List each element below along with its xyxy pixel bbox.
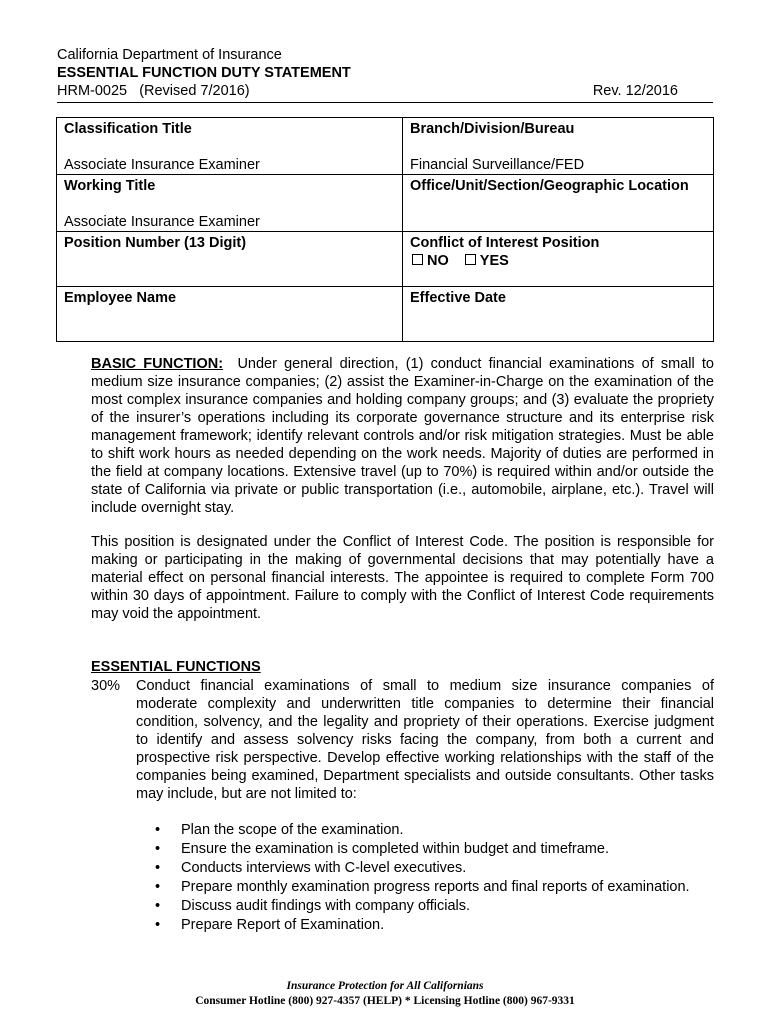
conflict-of-interest-paragraph: This position is designated under the Conflict of Interest Code. The position is responsible for making or participating in the making of governmental decisions that may potentially have a material effect on personal financial interests. The appointee is required to complete Form 700 within 30 days of appointment. Failure to comply with the Conflict of Interest Code requirements may void the appointment. [91,534,714,622]
conflict-of-interest-label: Conflict of Interest Position [410,235,600,251]
working-title-value: Associate Insurance Examiner [64,214,260,230]
list-item [155,840,690,859]
bullet-icon: • [155,822,161,838]
bullet-icon: • [155,898,161,914]
bullet-text: Plan the scope of the examination. [181,822,404,838]
bullet-text: Ensure the examination is completed within budget and timeframe. [181,841,609,857]
classification-title-value: Associate Insurance Examiner [64,157,260,173]
bullet-text: Prepare monthly examination progress reports and final reports of examination. [181,879,690,895]
effective-date-label: Effective Date [410,290,506,306]
employee-name-label: Employee Name [64,290,177,306]
position-number-cell [57,232,403,287]
bullet-text: Conducts interviews with C-level executives. [181,860,467,876]
branch-label: Branch/Division/Bureau [410,121,575,137]
bullet-icon: • [155,841,161,857]
conflict-of-interest-cell [403,232,714,287]
bullet-text: Prepare Report of Examination. [181,917,385,933]
classification-title-cell [57,118,403,175]
branch-value: Financial Surveillance/FED [410,157,585,173]
no-option-label: NO [427,253,449,269]
list-item [155,878,690,897]
effective-date-cell [403,287,714,342]
task-bullet-list [155,821,690,935]
list-item [155,821,690,840]
basic-function-paragraph [91,355,714,517]
office-cell [403,175,714,232]
bullet-text: Discuss audit findings with company officials. [181,898,471,914]
department-name: California Department of Insurance [57,47,282,63]
yes-checkbox[interactable] [465,254,476,265]
working-title-cell [57,175,403,232]
position-number-label: Position Number (13 Digit) [64,235,247,251]
essential-functions-heading: ESSENTIAL FUNCTIONS [91,659,261,675]
list-item [155,916,690,935]
footer-tagline: Insurance Protection for All Californians [286,980,484,992]
employee-name-cell [57,287,403,342]
bullet-icon: • [155,860,161,876]
position-info-table [56,117,714,342]
bullet-icon: • [155,917,161,933]
header-divider [57,102,713,103]
working-title-label: Working Title [64,178,156,194]
branch-cell [403,118,714,175]
basic-function-heading: BASIC FUNCTION: [91,356,224,372]
basic-function-text: Under general direction, (1) conduct financial examinations of small to medium size insurance companies; (2) assist the Examiner-in-Charge on the examination of the most complex insurance companies and holding company groups; and (3) evaluate the propriety of the insurer’s operations including its corporate governance structure and its enterprise risk management framework; identify relevant controls and/or risk mitigation strategies. Must be able to shift work hours as needed depending on the work needs. Majority of duties are performed in the field at company locations. Extensive travel (up to 70%) is required within and/or outside the state of California via private or public transportation (i.e., automobile, airplane, etc.). Travel will include overnight stay. [91,356,714,516]
list-item [155,859,690,878]
office-label: Office/Unit/Section/Geographic Location [410,178,689,194]
classification-title-label: Classification Title [64,121,192,137]
footer-hotlines: Consumer Hotline (800) 927-4357 (HELP) * Licensing Hotline (800) 967-9331 [195,995,575,1007]
no-checkbox[interactable] [412,254,423,265]
yes-option-label: YES [479,253,509,269]
form-number: HRM-0025 (Revised 7/2016) [57,83,250,99]
revision-date: Rev. 12/2016 [592,83,678,99]
function-percentage: 30% [91,678,121,694]
document-title: ESSENTIAL FUNCTION DUTY STATEMENT [57,65,351,81]
list-item [155,897,690,916]
bullet-icon: • [155,879,161,895]
function-description: Conduct financial examinations of small to medium size insurance companies of moderate complexity and underwritten title companies to determine their financial condition, solvency, and the legality and propriety of their operations. Exercise judgment to identify and assess solvency risks facing the company, from both a current and prospective risk perspective. Develop effective working relationships with the staff of the companies being examined, Department specialists and outside consultants. Other tasks may include, but are not limited to: [136,678,714,802]
